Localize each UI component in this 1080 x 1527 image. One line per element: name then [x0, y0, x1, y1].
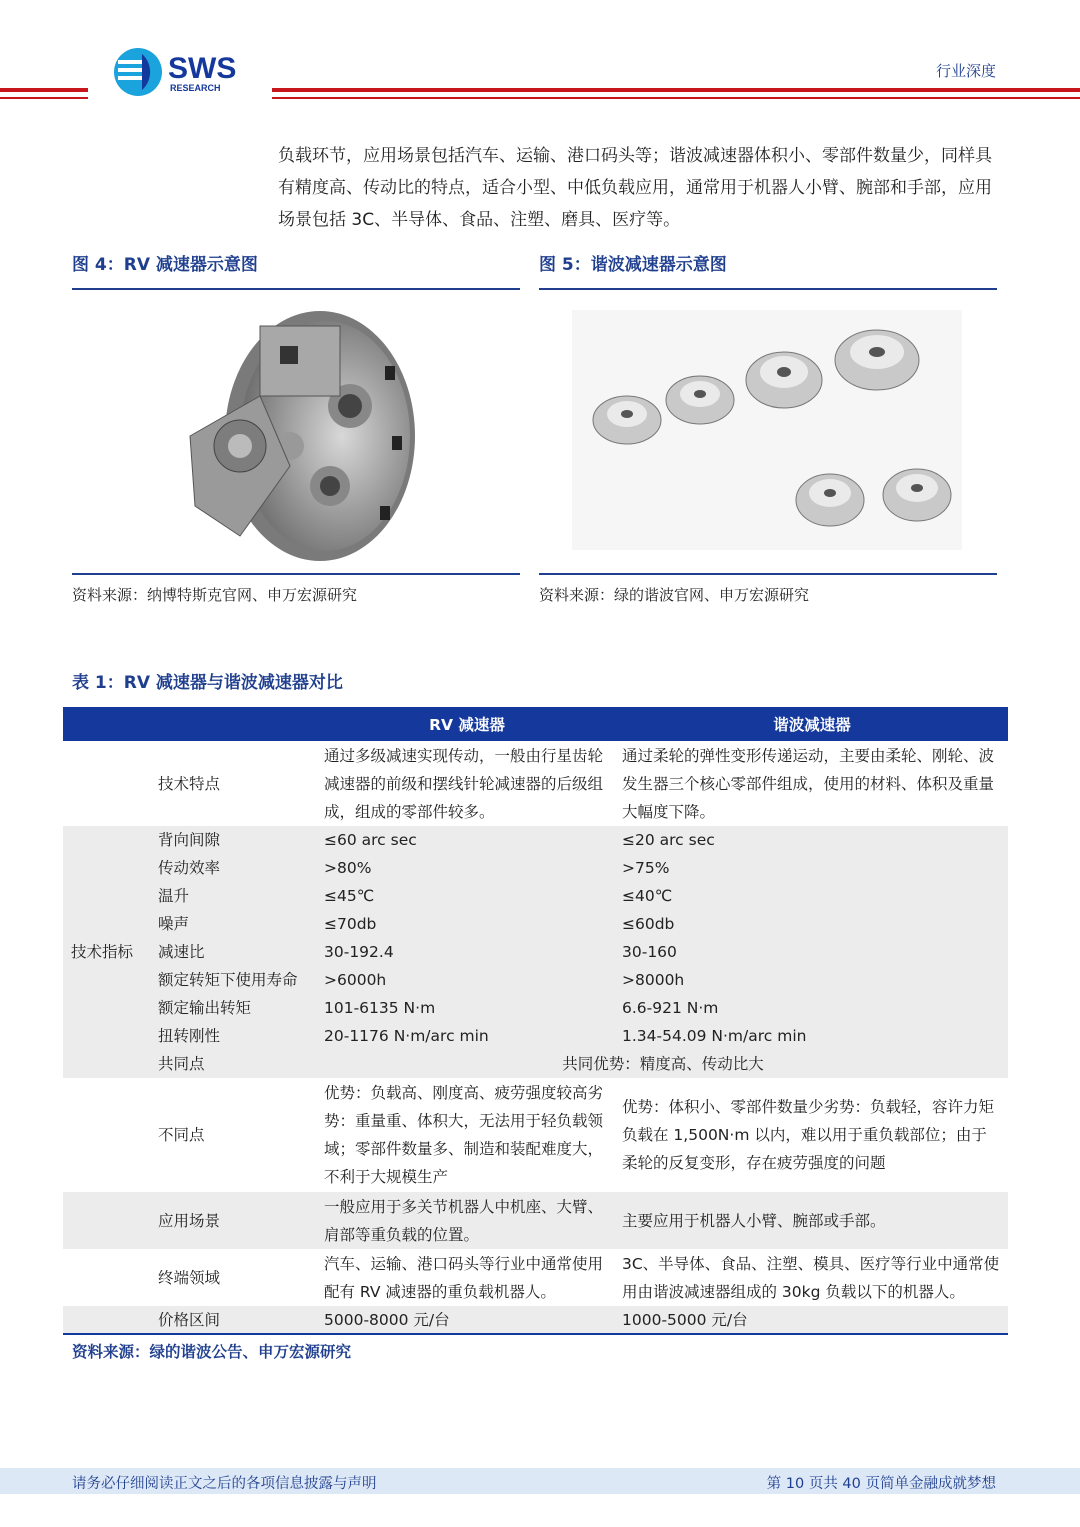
cell-rv: >80%: [318, 854, 616, 882]
table-row: [63, 741, 1008, 826]
cell-rv: 101-6135 N·m: [318, 994, 616, 1022]
figure-4-bottom-rule: [72, 573, 520, 575]
row-label: 技术特点: [158, 774, 221, 793]
table-row: [63, 826, 1008, 854]
row-label: 额定转矩下使用寿命: [148, 966, 318, 994]
figure-4-title: 图 4：RV 减速器示意图: [72, 255, 258, 275]
table-row: [63, 1022, 1008, 1050]
cell-rv: 通过多级减速实现传动，一般由行星齿轮减速器的前级和摆线针轮减速器的后级组成，组成的零部件较多。: [324, 746, 604, 821]
footer-disclaimer: 请务必仔细阅读正文之后的各项信息披露与声明: [72, 1476, 377, 1492]
cell-harmonic: 主要应用于机器人小臂、腕部或手部。: [616, 1192, 1008, 1249]
cell-rv: 5000-8000 元/台: [318, 1306, 616, 1334]
row-label: 扭转刚性: [148, 1022, 318, 1050]
cell-rv: ≤45℃: [318, 882, 616, 910]
cell-common: 共同优势：精度高、传动比大: [318, 1050, 1008, 1078]
table-row: [63, 1306, 1008, 1334]
header-rule-right-thin: [272, 97, 1080, 99]
cell-harmonic: 优势：体积小、零部件数量少劣势：负载轻，容许力矩负载在 1,500N·m 以内，难以用于重负载部位；由于柔轮的反复变形，存在疲劳强度的问题: [622, 1098, 995, 1172]
cell-rv: 一般应用于多关节机器人中机座、大臂、肩部等重负载的位置。: [318, 1192, 616, 1249]
rv-reducer-image: [180, 296, 420, 566]
row-label: 额定输出转矩: [148, 994, 318, 1022]
table-row: [63, 882, 1008, 910]
cell-harmonic: 通过柔轮的弹性变形传递运动，主要由柔轮、刚轮、波发生器三个核心零部件组成，使用的材料、体积及重量大幅度下降。: [622, 746, 995, 821]
figure-4-top-rule: [72, 288, 520, 290]
cell-rv: 20-1176 N·m/arc min: [318, 1022, 616, 1050]
cell-rv: ≤70db: [318, 910, 616, 938]
figure-5-source: 资料来源：绿的谐波官网、申万宏源研究: [539, 586, 810, 604]
table-title: 表 1：RV 减速器与谐波减速器对比: [72, 673, 343, 693]
header-harmonic: 谐波减速器: [616, 707, 1008, 741]
table-row: [63, 910, 1008, 938]
header-rv: RV 减速器: [318, 707, 616, 741]
footer-page-info: 第 10 页共 40 页简单金融成就梦想: [766, 1476, 996, 1492]
logo-sub: RESEARCH: [170, 83, 221, 93]
row-label: 不同点: [158, 1126, 205, 1144]
table-header-row: [63, 707, 1008, 741]
row-label: 温升: [148, 882, 318, 910]
group-label: 技术指标: [63, 826, 148, 1078]
cell-rv: 汽车、运输、港口码头等行业中通常使用配有 RV 减速器的重负载机器人。: [324, 1254, 604, 1301]
table-row: [63, 1078, 1008, 1192]
cell-harmonic: 1000-5000 元/台: [616, 1306, 1008, 1334]
cell-harmonic: ≤60db: [616, 910, 1008, 938]
cell-harmonic: ≤20 arc sec: [616, 826, 1008, 854]
table-row: [63, 1192, 1008, 1249]
cell-rv: 优势：负载高、刚度高、疲劳强度较高劣势：重量重、体积大，无法用于轻负载领域；零部件数量多、制造和装配难度大，不利于大规模生产: [324, 1084, 604, 1186]
cell-harmonic: 30-160: [616, 938, 1008, 966]
header-rule-right: [272, 88, 1080, 92]
figure-5-top-rule: [539, 288, 997, 290]
cell-rv: 30-192.4: [318, 938, 616, 966]
cell-harmonic: 3C、半导体、食品、注塑、模具、医疗等行业中通常使用由谐波减速器组成的 30kg 负载以下的机器人。: [622, 1254, 1000, 1301]
table-source: 资料来源：绿的谐波公告、申万宏源研究: [72, 1343, 352, 1361]
cell-harmonic: 1.34-54.09 N·m/arc min: [616, 1022, 1008, 1050]
row-label: 价格区间: [148, 1306, 318, 1334]
footer-bar: [0, 1468, 1080, 1494]
header-rule: [0, 88, 88, 92]
row-label: 噪声: [148, 910, 318, 938]
table-bottom-rule: [63, 1333, 1008, 1335]
row-label: 减速比: [148, 938, 318, 966]
table-row: [63, 1050, 1008, 1078]
header-empty-1: [63, 707, 148, 741]
cell-rv: ≤60 arc sec: [318, 826, 616, 854]
header-rule-thin: [0, 97, 88, 99]
sws-logo: [112, 44, 252, 100]
sws-logo-mark: [112, 44, 252, 100]
comparison-table: [63, 707, 1008, 1334]
figure-5-bottom-rule: [539, 573, 997, 575]
table-row: [63, 966, 1008, 994]
row-label: 背向间隙: [148, 826, 318, 854]
cell-harmonic: 6.6-921 N·m: [616, 994, 1008, 1022]
row-label: 应用场景: [148, 1192, 318, 1249]
table-row: [63, 854, 1008, 882]
cell-rv: >6000h: [318, 966, 616, 994]
cell-harmonic: ≤40℃: [616, 882, 1008, 910]
table-row: [63, 938, 1008, 966]
cell-harmonic: >8000h: [616, 966, 1008, 994]
logo-text: SWS: [168, 52, 237, 85]
row-label: 终端领域: [158, 1268, 221, 1287]
row-label: 共同点: [148, 1050, 318, 1078]
figure-5-title: 图 5：谐波减速器示意图: [539, 255, 727, 275]
header-empty-2: [148, 707, 318, 741]
figure-4-source: 资料来源：纳博特斯克官网、申万宏源研究: [72, 586, 358, 604]
cell-harmonic: >75%: [616, 854, 1008, 882]
harmonic-reducer-image: [572, 310, 962, 550]
table-row: [63, 1249, 1008, 1306]
section-label: 行业深度: [935, 62, 996, 80]
intro-paragraph: 负载环节，应用场景包括汽车、运输、港口码头等；谐波减速器体积小、零部件数量少，同样具有精度高、传动比的特点，适合小型、中低负载应用，通常用于机器人小臂、腕部和手部，应用场景包括 3C、半导体、食品、注塑、磨具、医疗等。: [278, 146, 992, 230]
table-row: [63, 994, 1008, 1022]
row-label: 传动效率: [148, 854, 318, 882]
